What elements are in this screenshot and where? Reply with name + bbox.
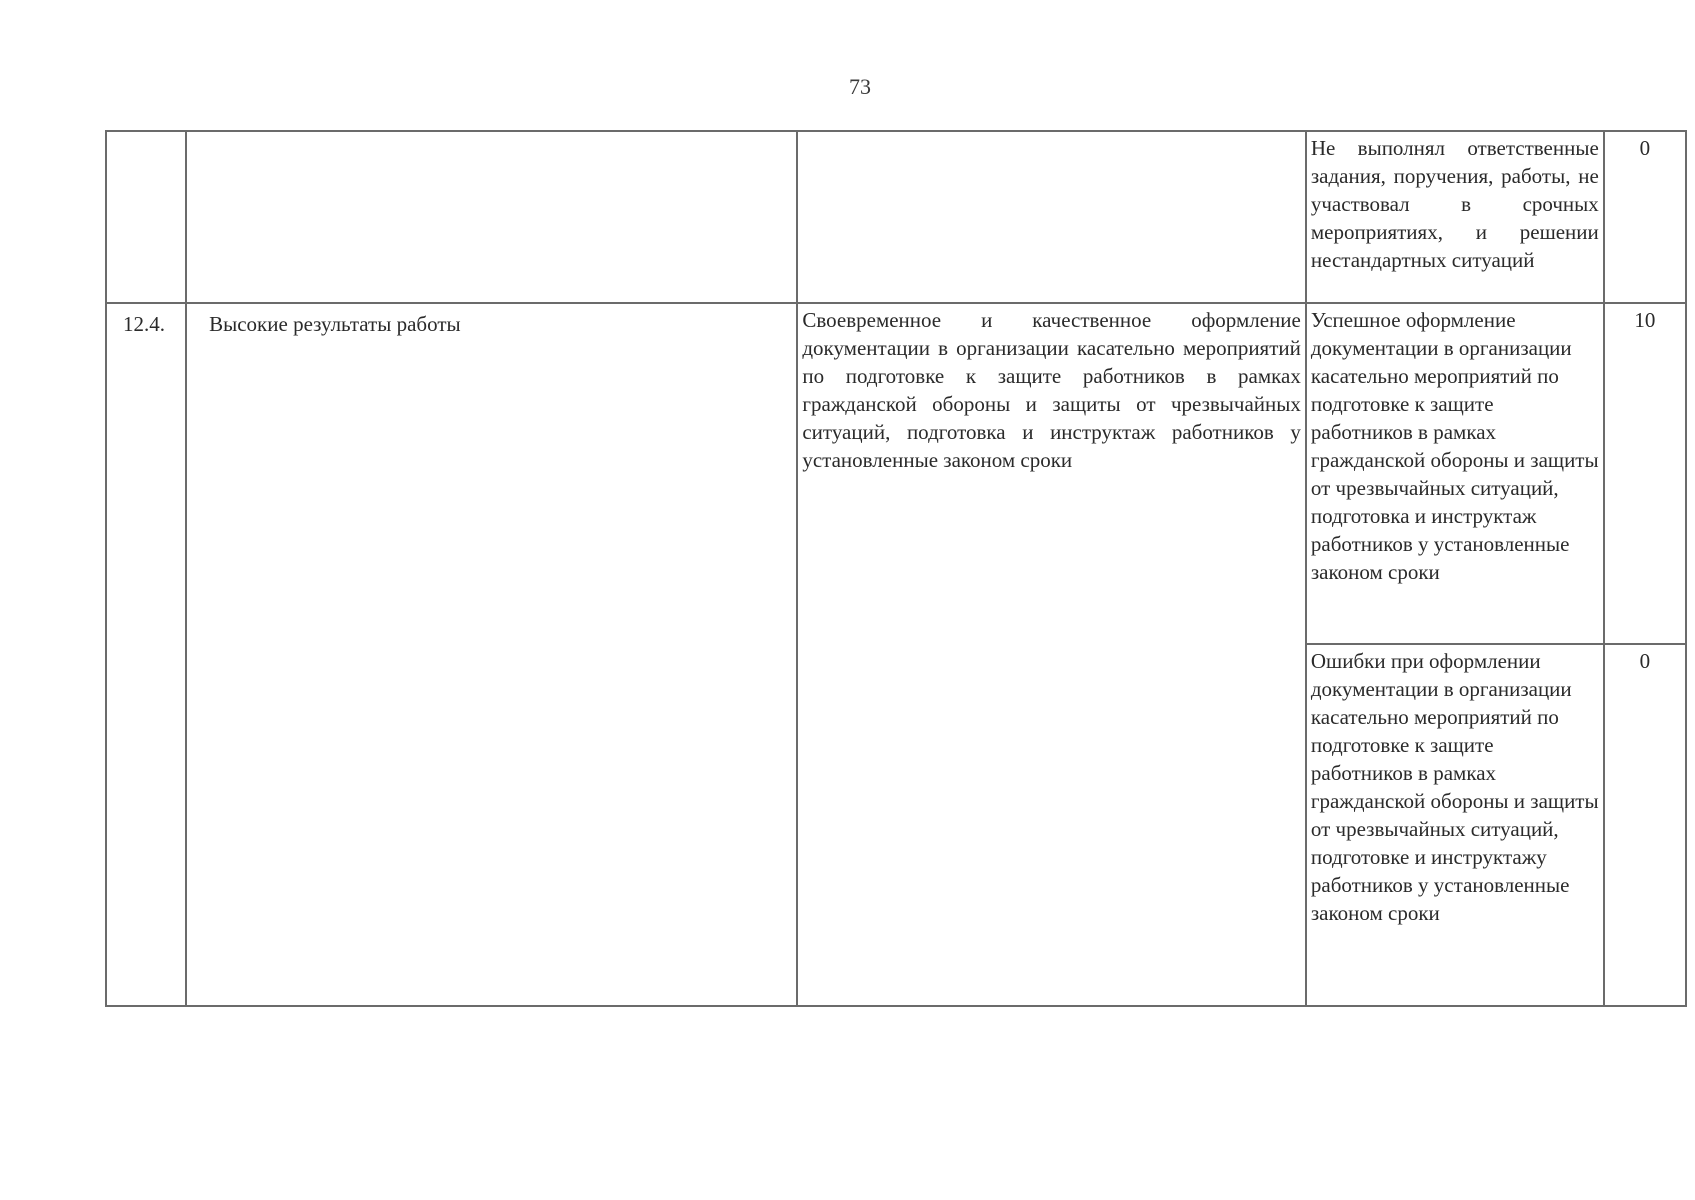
table-row <box>106 303 1686 644</box>
description-cell: Успешное оформление документации в организации касательно мероприятий по подготовке к защите работников в рамках гражданской обороны и защиты от чрезвычайных ситуаций, подготовка и инструктаж работников у установленные законом сроки <box>1306 303 1604 644</box>
page-number: 73 <box>849 74 871 99</box>
indicator-name: Высокие результаты работы <box>209 312 461 336</box>
number-cell <box>106 303 186 1006</box>
score-cell <box>1604 131 1686 303</box>
score-value: 0 <box>1639 136 1651 160</box>
score-cell <box>1604 303 1686 644</box>
criterion-cell: Своевременное и качественное оформление документации в организации касательно мероприятий по подготовке к защите работников в рамках гражданской обороны и защиты от чрезвычайных ситуаций, подготовка и инструктаж работников у установленные законом сроки <box>797 303 1306 1006</box>
criteria-table <box>105 130 1687 1007</box>
table-row <box>106 131 1686 303</box>
score-cell <box>1604 644 1686 1006</box>
description-cell: Не выполнял ответственные задания, поручения, работы, не участвовал в срочных мероприятиях, и решении нестандартных ситуаций <box>1306 131 1604 303</box>
description-cell: Ошибки при оформлении документации в организации касательно мероприятий по подготовке к защите работников в рамках гражданской обороны и защиты от чрезвычайных ситуаций, подготовке и инструктажу работников у установленные законом сроки <box>1306 644 1604 1006</box>
number-cell <box>106 131 186 303</box>
item-number: 12.4. <box>123 312 165 336</box>
score-value: 10 <box>1634 308 1656 332</box>
indicator-name-cell <box>186 131 797 303</box>
criterion-cell <box>797 131 1306 303</box>
indicator-name-cell <box>186 303 797 1006</box>
score-value: 0 <box>1639 649 1651 673</box>
